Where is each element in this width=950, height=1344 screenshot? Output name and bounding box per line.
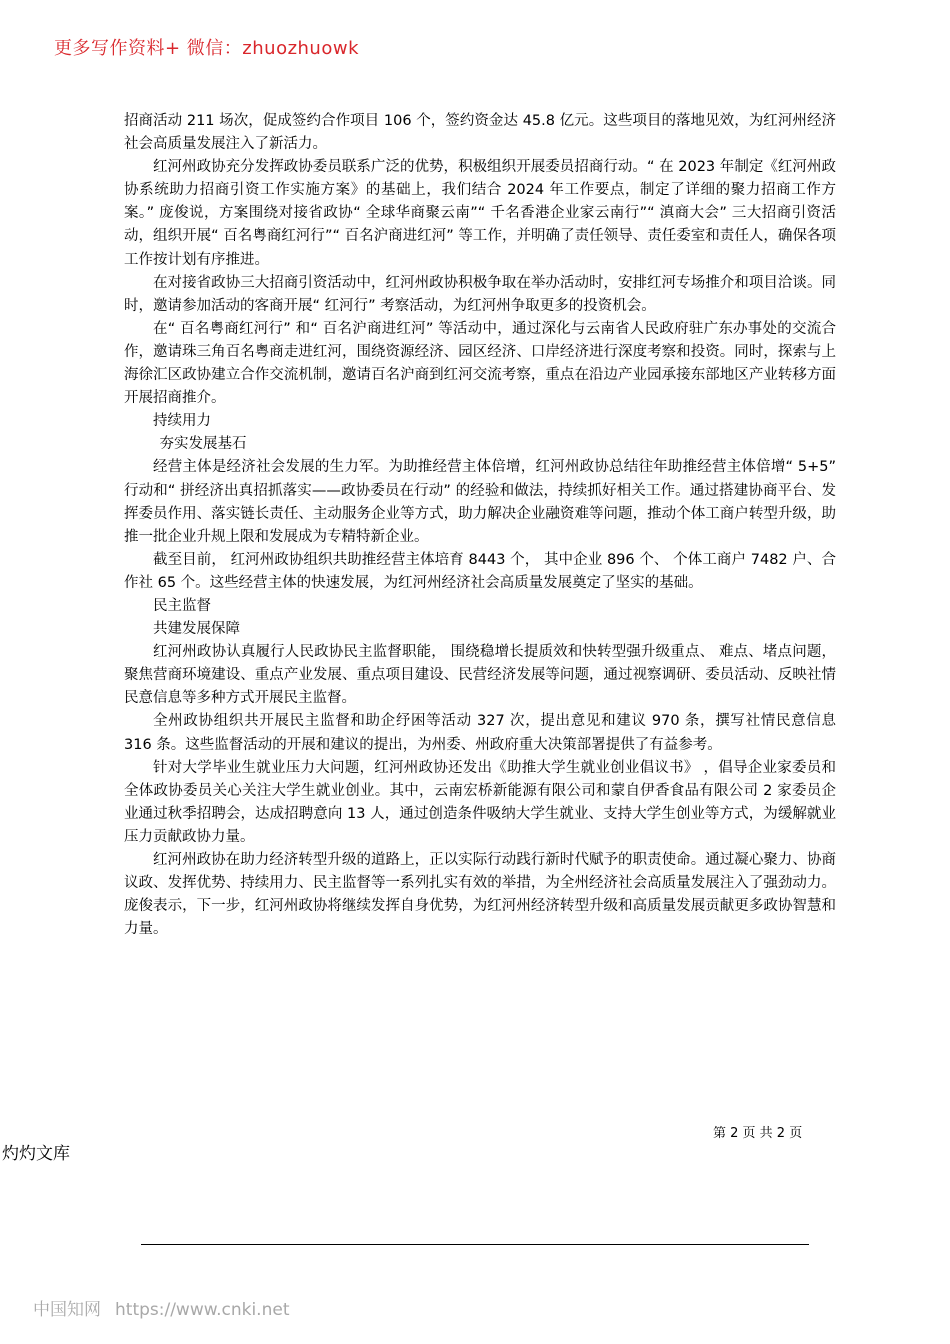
section-heading: 民主监督 bbox=[153, 597, 211, 614]
section-subheading: 共建发展保障 bbox=[153, 621, 240, 638]
paragraph: 红河州政协在助力经济转型升级的道路上，正以实际行动践行新时代赋予的职责使命。通过凝心聚力、协商议政、发挥优势、持续用力、民主监督等一系列扎实有效的举措，为全州经济社会高质量发展注入了强劲动力。庞俊表示，下一步，红河州政协将继续发挥自身优势，为红河州经济转型升级和高质量发展贡献更多政协智慧和力量。 bbox=[124, 852, 836, 938]
paragraph: 在“ 百名粤商红河行” 和“ 百名沪商进红河” 等活动中，通过深化与云南省人民政府驻广东办事处的交流合作，邀请珠三角百名粤商走进红河，围绕资源经济、园区经济、口岸经济进行深度考察和投资。同时，探索与上海徐汇区政协建立合作交流机制，邀请百名沪商到红河交流考察，重点在沿边产业园承接东部地区产业转移方面开展招商推介。 bbox=[124, 320, 836, 407]
footer-divider bbox=[141, 1244, 809, 1245]
section-subheading: 夯实发展基石 bbox=[159, 436, 247, 453]
article-body bbox=[124, 110, 836, 941]
paragraph: 全州政协组织共开展民主监督和助企纾困等活动 327 次，提出意见和建议 970 条，撰写社情民意信息 316 条。这些监督活动的开展和建议的提出，为州委、州政府重大决策部署提供了有益参考。 bbox=[124, 713, 836, 753]
paragraph: 红河州政协充分发挥政协委员联系广泛的优势，积极组织开展委员招商行动。“ 在 2023 年制定《红河州政协系统助力招商引资工作实施方案》的基础上，我们结合 2024 年工作要点，制定了详细的聚力招商工作方案。” 庞俊说，方案围绕对接省政协“ 全球华商聚云南”“ 千名香港企业家云南行”“ 滇商大会” 三大招商引资活动，组织开展“ 百名粤商红河行”“ 百名沪商进红河” 等工作，并明确了责任领导、责任委室和责任人，确保各项工作按计划有序推进。 bbox=[124, 159, 836, 268]
watermark-url: https://www.cnki.net bbox=[115, 1300, 290, 1320]
paragraph: 截至目前， 红河州政协组织共助推经营主体培育 8443 个， 其中企业 896 个、 个体工商户 7482 户、合作社 65 个。这些经营主体的快速发展，为红河州经济社会高质量发展奠定了坚实的基础。 bbox=[124, 551, 836, 591]
paragraph: 针对大学毕业生就业压力大问题，红河州政协还发出《助推大学生就业创业倡议书》 ，倡导企业家委员和全体政协委员关心关注大学生就业创业。其中，云南宏桥新能源有限公司和蒙自伊香食品有限公司 2 家委员企业通过秋季招聘会，达成招聘意向 13 人，通过创造条件吸纳大学生就业、支持大学生创业等方式，为缓解就业压力贡献政协力量。 bbox=[124, 759, 836, 845]
paragraph: 招商活动 211 场次，促成签约合作项目 106 个，签约资金达 45.8 亿元。这些项目的落地见效，为红河州经济社会高质量发展注入了新活力。 bbox=[124, 113, 836, 153]
watermark bbox=[33, 1295, 289, 1320]
site-name: 灼灼文库 bbox=[2, 1144, 70, 1164]
section-heading: 持续用力 bbox=[153, 413, 211, 430]
top-banner: 更多写作资料+ 微信：zhuozhuowk bbox=[54, 38, 360, 59]
page-number: 第 2 页 共 2 页 bbox=[713, 1126, 803, 1141]
watermark-brand: 中国知网 bbox=[33, 1300, 101, 1320]
paragraph: 经营主体是经济社会发展的生力军。为助推经营主体倍增，红河州政协总结往年助推经营主体倍增“ 5+5” 行动和“ 拼经济出真招抓落实——政协委员在行动” 的经验和做法，持续抓好相关工作。通过搭建协商平台、发挥委员作用、落实链长责任、主动服务企业等方式，助力解决企业融资难等问题，推动个体工商户转型升级，助推一批企业升规上限和发展成为专精特新企业。 bbox=[124, 459, 836, 545]
paragraph: 在对接省政协三大招商引资活动中，红河州政协积极争取在举办活动时，安排红河专场推介和项目洽谈。同时，邀请参加活动的客商开展“ 红河行” 考察活动，为红河州争取更多的投资机会。 bbox=[124, 274, 836, 314]
paragraph: 红河州政协认真履行人民政协民主监督职能， 围绕稳增长提质效和快转型强升级重点、 难点、堵点问题，聚焦营商环境建设、重点产业发展、重点项目建设、民营经济发展等问题，通过视察调研、委员活动、反映社情民意信息等多种方式开展民主监督。 bbox=[124, 644, 836, 707]
